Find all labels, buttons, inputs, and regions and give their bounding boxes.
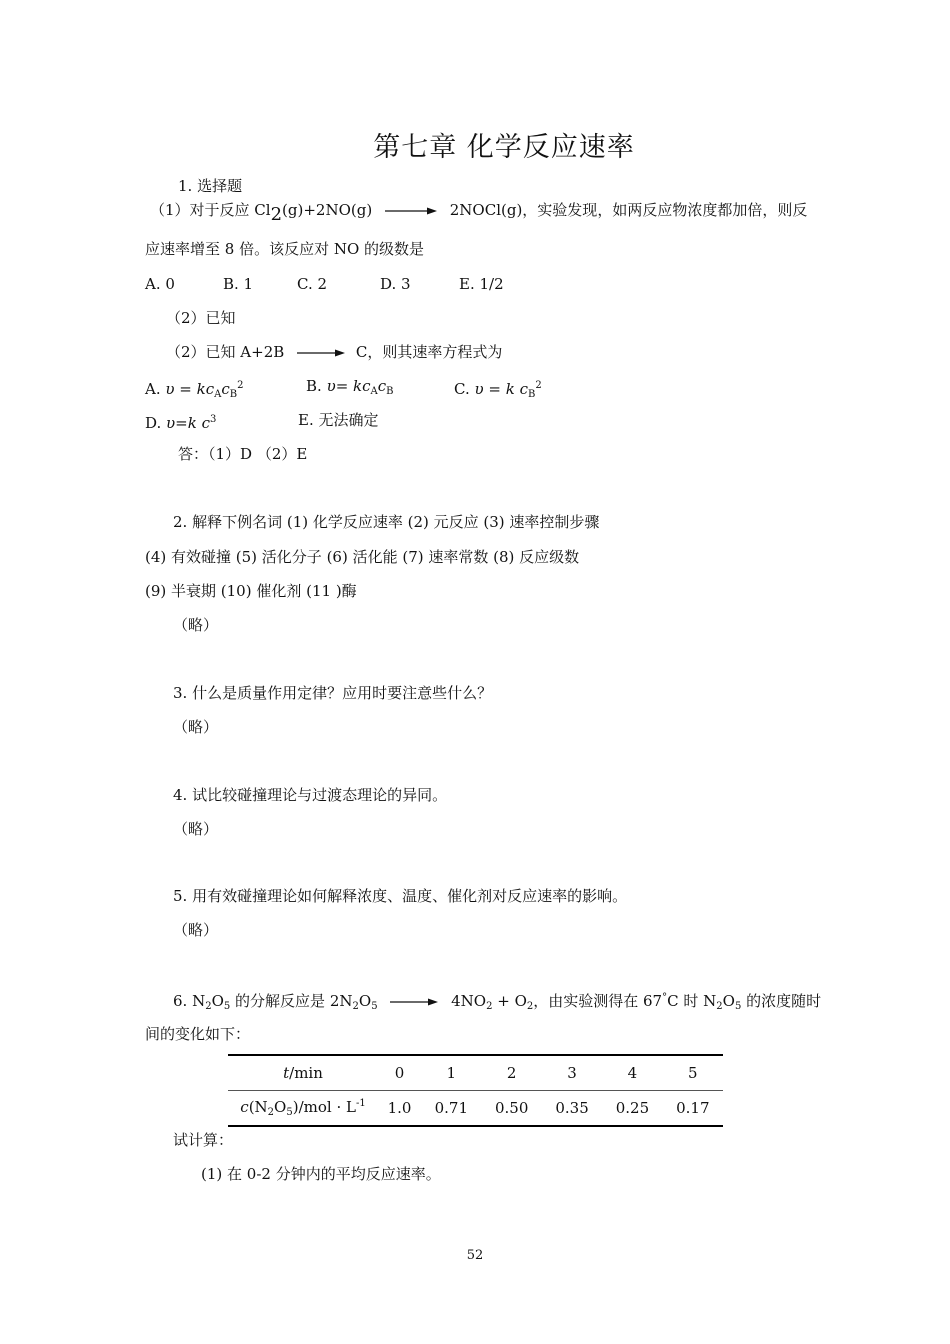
table-header-time: t/min bbox=[228, 1055, 378, 1091]
table-cell: 0.25 bbox=[602, 1091, 662, 1127]
table-row bbox=[228, 1091, 723, 1127]
table-header-concentration: $c(N_2O_5)$/mol · $L^{-1}$ bbox=[228, 1091, 378, 1127]
q1-option-d: D. 3 bbox=[380, 275, 411, 293]
q1-rate-option-d: D. υ=k $c^3$ bbox=[145, 414, 217, 432]
q6-line2: 间的变化如下： bbox=[145, 1025, 251, 1043]
q5-text: 5. 用有效碰撞理论如何解释浓度、温度、催化剂对反应速率的影响。 bbox=[173, 887, 628, 905]
q1-p1-line2: 应速率增至 8 倍。该反应对 NO 的级数是 bbox=[145, 240, 425, 258]
q2-line1: 2. 解释下例名词 (1) 化学反应速率 (2) 元反应 (3) 速率控制步骤 bbox=[173, 513, 600, 531]
table-cell: 3 bbox=[542, 1055, 602, 1091]
q1-rate-option-b: B. $\upsilon= kc_Ac_B$ bbox=[306, 377, 394, 397]
q4-answer: （略） bbox=[173, 820, 219, 838]
table-cell: 0.35 bbox=[542, 1091, 602, 1127]
q6-calc-label: 试计算： bbox=[173, 1131, 234, 1149]
q2-line2: (4) 有效碰撞 (5) 活化分子 (6) 活化能 (7) 速率常数 (8) 反应级数 bbox=[145, 548, 580, 566]
q1-option-b: B. 1 bbox=[223, 275, 254, 293]
q1-p1-line1: （1）对于反应 Cl2(g)+2NO(g) 2NOCl(g)，实验发现，如两反应物浓度都加倍，则反 bbox=[150, 201, 808, 225]
reaction-arrow-icon bbox=[295, 348, 347, 358]
reaction-arrow-icon bbox=[388, 997, 440, 1007]
q3-answer: （略） bbox=[173, 718, 219, 736]
q3-text: 3. 什么是质量作用定律？应用时要注意些什么？ bbox=[173, 684, 493, 702]
q1-option-c: C. 2 bbox=[297, 275, 328, 293]
q1-p2-line: （2）已知 A+2B C，则其速率方程式为 bbox=[166, 343, 503, 361]
concentration-table bbox=[228, 1054, 723, 1127]
q5-answer: （略） bbox=[173, 921, 219, 939]
q2-line3: (9) 半衰期 (10) 催化剂 (11 )酶 bbox=[145, 582, 357, 600]
page-title: 第七章 化学反应速率 bbox=[373, 132, 635, 163]
table-cell: 5 bbox=[663, 1055, 723, 1091]
table-cell: 1 bbox=[421, 1055, 481, 1091]
q1-answer: 答：（1）D （2）E bbox=[178, 445, 308, 463]
table-cell: 4 bbox=[602, 1055, 662, 1091]
q1-option-a: A. 0 bbox=[145, 275, 175, 293]
table-cell: 0.50 bbox=[481, 1091, 541, 1127]
q1-option-e: E. 1/2 bbox=[459, 275, 504, 293]
table-row bbox=[228, 1055, 723, 1091]
q6-line1: 6. $N_2O_5$ 的分解反应是 $2N_2O_5$ $4NO_2 + O_2$，由实验测得在 67°C 时 $N_2O_5$ 的浓度随时 bbox=[173, 992, 822, 1012]
table-cell: 2 bbox=[481, 1055, 541, 1091]
table-cell: 0.17 bbox=[663, 1091, 723, 1127]
q2-answer: （略） bbox=[173, 616, 219, 634]
q1-heading: 1. 选择题 bbox=[178, 177, 243, 195]
reaction-arrow-icon bbox=[383, 206, 439, 216]
q1-rate-option-a: A. $\upsilon = kc_Ac_B^2$ bbox=[145, 380, 244, 400]
page-number: 52 bbox=[466, 1248, 484, 1263]
table-cell: 1.0 bbox=[378, 1091, 421, 1127]
q1-rate-option-c: C. υ = k $c_B^2$ bbox=[454, 380, 542, 400]
q4-text: 4. 试比较碰撞理论与过渡态理论的异同。 bbox=[173, 786, 448, 804]
q1-p2-stub: （2）已知 bbox=[166, 309, 236, 327]
table-cell: 0.71 bbox=[421, 1091, 481, 1127]
q6-calc-item-1: (1) 在 0-2 分钟内的平均反应速率。 bbox=[201, 1165, 441, 1183]
q1-rate-option-e: E. 无法确定 bbox=[298, 411, 379, 429]
table-cell: 0 bbox=[378, 1055, 421, 1091]
